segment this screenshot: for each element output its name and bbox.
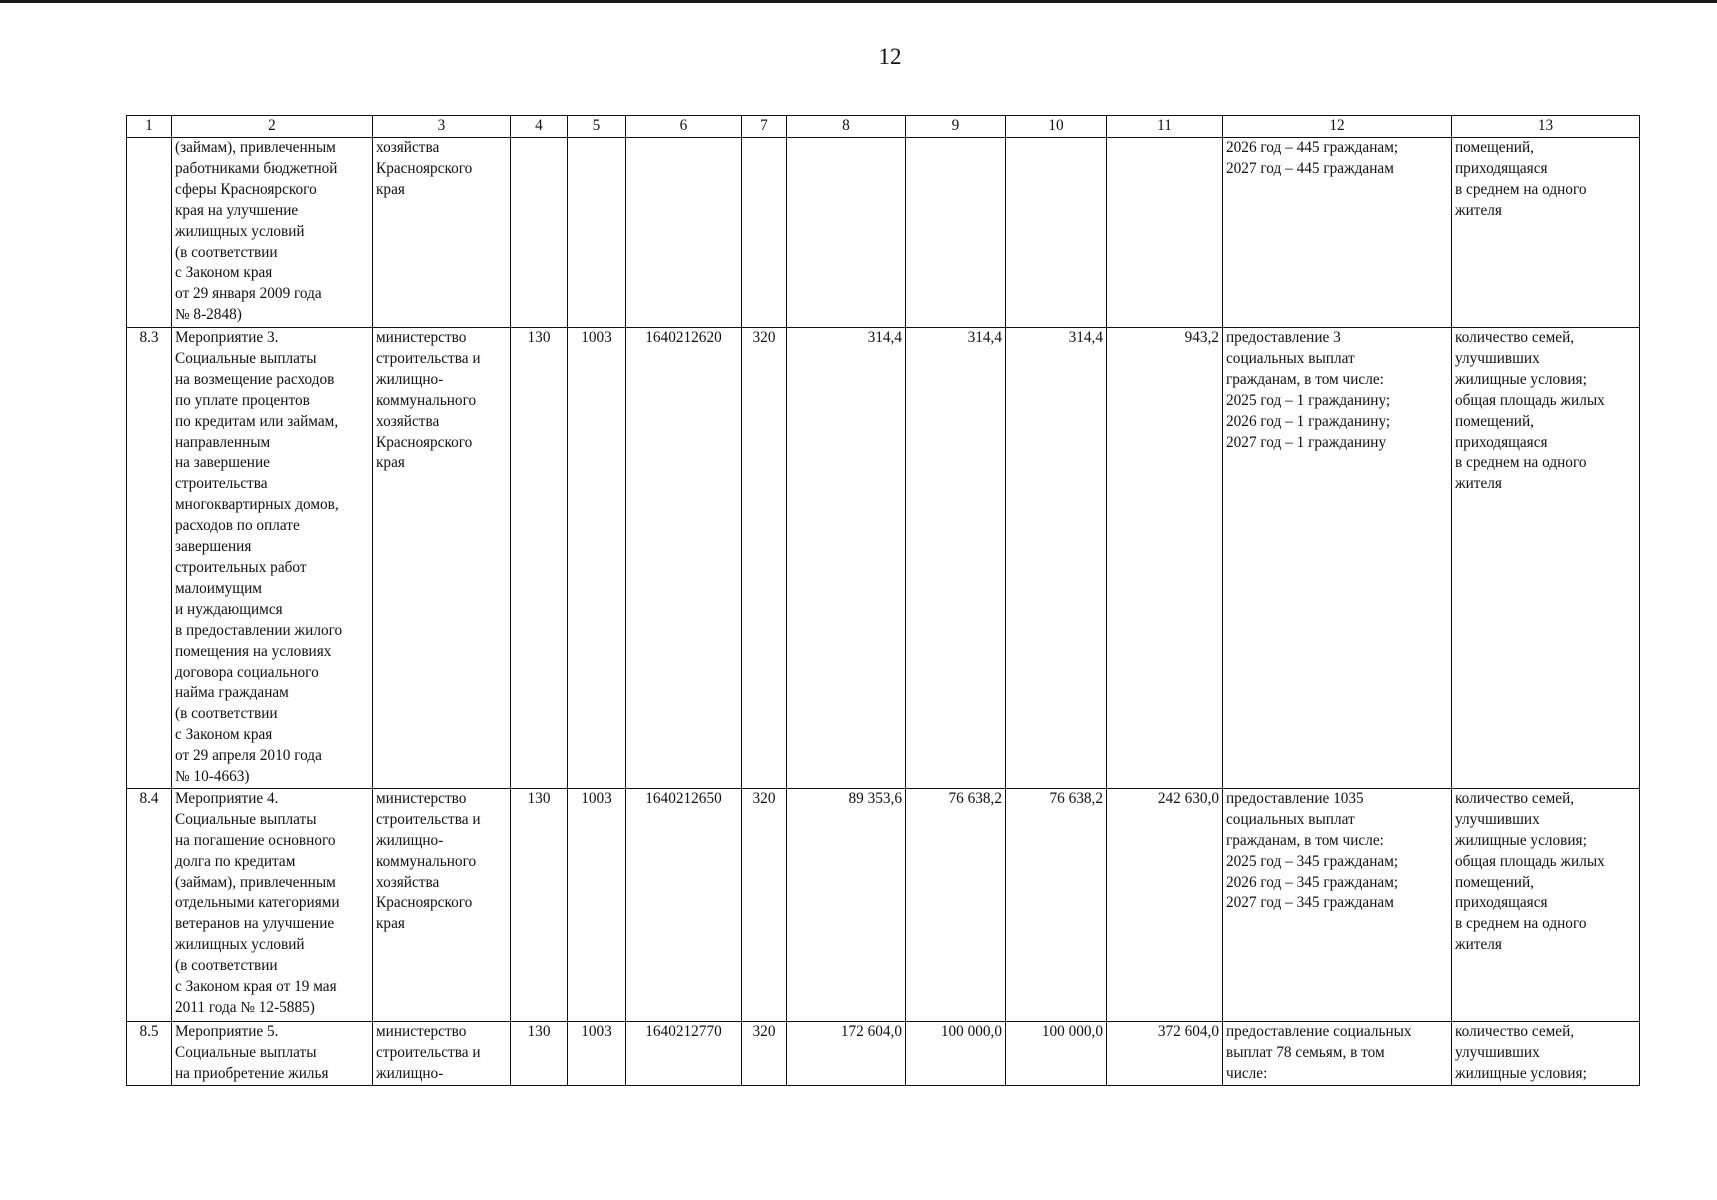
amount-2026: 314,4 — [906, 328, 1006, 789]
amount-2025: 89 353,6 — [787, 788, 906, 1021]
amount-2025: 172 604,0 — [787, 1021, 906, 1085]
table-row-8-2-continued — [127, 138, 1640, 328]
executor: министерство строительства и жилищно- коммунального хозяйства Красноярского края — [373, 788, 511, 1021]
col-header: 6 — [626, 116, 742, 138]
col-header: 12 — [1223, 116, 1452, 138]
col-header: 11 — [1107, 116, 1223, 138]
scan-top-edge — [0, 0, 1717, 3]
target-article-code: 1640212620 — [626, 328, 742, 789]
col-header: 4 — [511, 116, 568, 138]
program-measures-table — [126, 115, 1640, 1086]
expense-type-code — [742, 138, 787, 328]
amount-2025 — [787, 138, 906, 328]
measure-name: Мероприятие 5. Социальные выплаты на приобретение жилья — [172, 1021, 373, 1085]
amount-2026: 76 638,2 — [906, 788, 1006, 1021]
measure-name: Мероприятие 3. Социальные выплаты на возмещение расходов по уплате процентов по кредитам или займам, направленным на завершение строительства многоквартирных домов, расходов по оплате завершения строительных работ малоимущим и нуждающимся в предоставлении жилого помещения на условиях договора социального найма гражданам (в соответствии с Законом края от 29 апреля 2010 года № 10-4663) — [172, 328, 373, 789]
indicator: количество семей, улучшивших жилищные условия; — [1452, 1021, 1640, 1085]
col-header: 10 — [1006, 116, 1107, 138]
col-header: 2 — [172, 116, 373, 138]
expense-type-code: 320 — [742, 1021, 787, 1085]
amount-total — [1107, 138, 1223, 328]
section-code: 1003 — [568, 1021, 626, 1085]
amount-total: 242 630,0 — [1107, 788, 1223, 1021]
expected-result: 2026 год – 445 гражданам; 2027 год – 445 гражданам — [1223, 138, 1452, 328]
measure-name: (займам), привлеченным работниками бюджетной сферы Красноярского края на улучшение жилищных условий (в соответствии с Законом края от 29 января 2009 года № 8-2848) — [172, 138, 373, 328]
section-code: 1003 — [568, 788, 626, 1021]
col-header: 1 — [127, 116, 172, 138]
grbs-code: 130 — [511, 788, 568, 1021]
item-number: 8.5 — [127, 1021, 172, 1085]
amount-total: 372 604,0 — [1107, 1021, 1223, 1085]
column-number-row — [127, 116, 1640, 138]
table-row-8-3 — [127, 328, 1640, 789]
target-article-code — [626, 138, 742, 328]
col-header: 13 — [1452, 116, 1640, 138]
grbs-code: 130 — [511, 1021, 568, 1085]
item-number — [127, 138, 172, 328]
amount-2027: 314,4 — [1006, 328, 1107, 789]
amount-2026: 100 000,0 — [906, 1021, 1006, 1085]
amount-2027: 100 000,0 — [1006, 1021, 1107, 1085]
col-header: 8 — [787, 116, 906, 138]
table-row-8-5 — [127, 1021, 1640, 1085]
page-number: 12 — [878, 44, 902, 69]
expected-result: предоставление 1035 социальных выплат гражданам, в том числе: 2025 год – 345 гражданам; 2026 год – 345 гражданам; 2027 год – 345 гражданам — [1223, 788, 1452, 1021]
target-article-code: 1640212650 — [626, 788, 742, 1021]
col-header: 5 — [568, 116, 626, 138]
expense-type-code: 320 — [742, 788, 787, 1021]
amount-2025: 314,4 — [787, 328, 906, 789]
executor: министерство строительства и жилищно- коммунального хозяйства Красноярского края — [373, 328, 511, 789]
table-row-8-4 — [127, 788, 1640, 1021]
item-number: 8.4 — [127, 788, 172, 1021]
executor: министерство строительства и жилищно- — [373, 1021, 511, 1085]
indicator: помещений, приходящаяся в среднем на одного жителя — [1452, 138, 1640, 328]
section-code — [568, 138, 626, 328]
indicator: количество семей, улучшивших жилищные условия; общая площадь жилых помещений, приходящаяся в среднем на одного жителя — [1452, 788, 1640, 1021]
expense-type-code: 320 — [742, 328, 787, 789]
expected-result: предоставление 3 социальных выплат гражданам, в том числе: 2025 год – 1 гражданину; 2026 год – 1 гражданину; 2027 год – 1 гражданину — [1223, 328, 1452, 789]
target-article-code: 1640212770 — [626, 1021, 742, 1085]
amount-2027 — [1006, 138, 1107, 328]
executor: хозяйства Красноярского края — [373, 138, 511, 328]
measure-name: Мероприятие 4. Социальные выплаты на погашение основного долга по кредитам (займам), привлеченным отдельными категориями ветеранов на улучшение жилищных условий (в соответствии с Законом края от 19 мая 2011 года № 12-5885) — [172, 788, 373, 1021]
col-header: 7 — [742, 116, 787, 138]
amount-2026 — [906, 138, 1006, 328]
col-header: 9 — [906, 116, 1006, 138]
grbs-code — [511, 138, 568, 328]
col-header: 3 — [373, 116, 511, 138]
grbs-code: 130 — [511, 328, 568, 789]
amount-2027: 76 638,2 — [1006, 788, 1107, 1021]
expected-result: предоставление социальных выплат 78 семьям, в том числе: — [1223, 1021, 1452, 1085]
section-code: 1003 — [568, 328, 626, 789]
item-number: 8.3 — [127, 328, 172, 789]
indicator: количество семей, улучшивших жилищные условия; общая площадь жилых помещений, приходящаяся в среднем на одного жителя — [1452, 328, 1640, 789]
amount-total: 943,2 — [1107, 328, 1223, 789]
